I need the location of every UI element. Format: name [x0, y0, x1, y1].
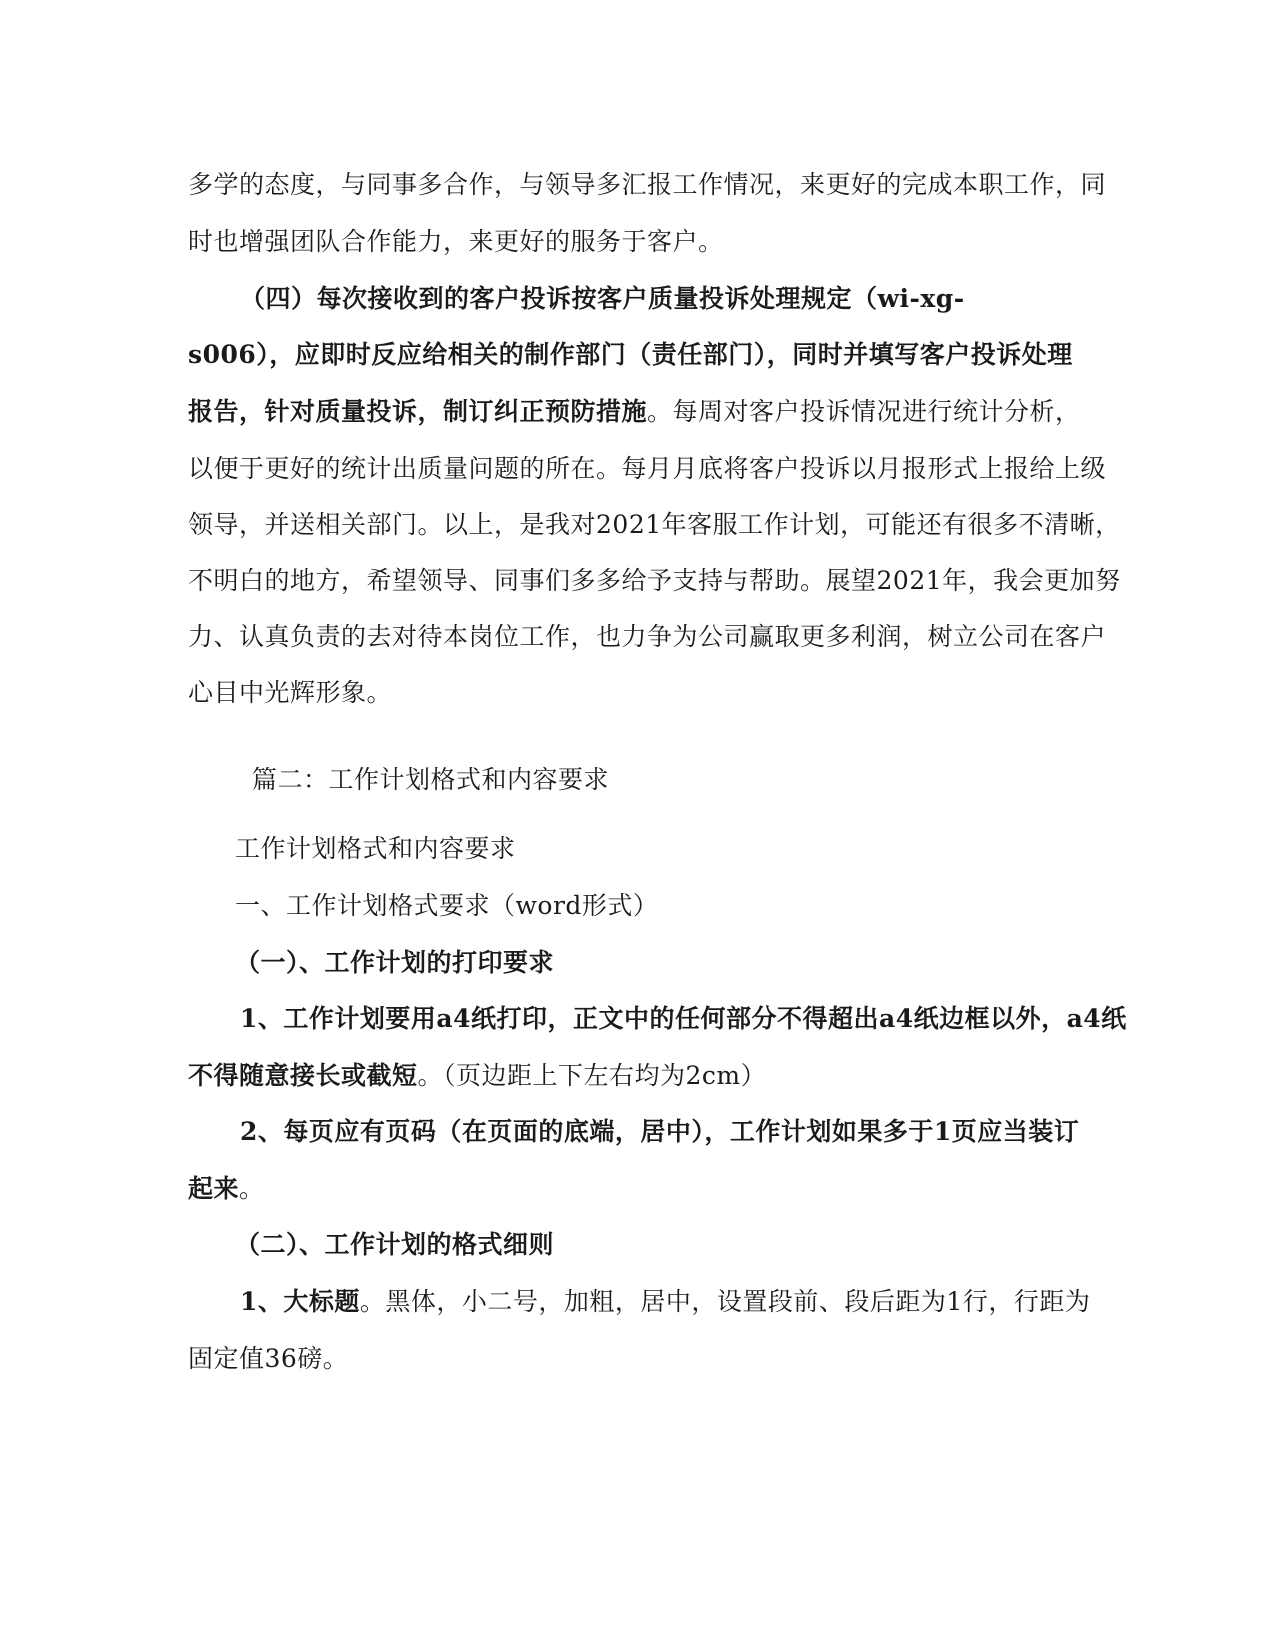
text-segment-bold: s006），应即时反应给相关的制作部门（责任部门），同时并填写客户投诉处理	[188, 340, 1073, 369]
text-line	[188, 622, 1106, 652]
text-line	[240, 284, 965, 314]
text-segment: 多学的态度，与同事多合作，与领导多汇报工作情况，来更好的完成本职工作，同	[188, 170, 1107, 199]
text-line	[188, 340, 1073, 370]
text-segment: 固定值36磅。	[188, 1344, 349, 1373]
text-segment-bold: 1、大标题	[240, 1287, 360, 1316]
text-segment: 。黑体，小二号，加粗，居中，设置段前、段后距为1行，行距为	[359, 1287, 1091, 1316]
text-segment: 领导，并送相关部门。以上，是我对2021年客服工作计划，可能还有很多不清晰，	[188, 510, 1121, 539]
text-line	[188, 566, 1121, 596]
text-line	[188, 510, 1121, 540]
text-segment-bold: （一）、工作计划的打印要求	[235, 948, 555, 977]
text-line	[188, 1061, 766, 1091]
text-segment-bold: 起来	[188, 1174, 240, 1203]
text-line	[188, 397, 1081, 427]
text-segment-bold: （二）、工作计划的格式细则	[235, 1230, 555, 1259]
text-segment: 以便于更好的统计出质量问题的所在。每月月底将客户投诉以月报形式上报给上级	[188, 454, 1107, 483]
text-segment: 。	[239, 1174, 265, 1203]
text-segment: 不明白的地方，希望领导、同事们多多给予支持与帮助。展望2021年，我会更加努	[188, 566, 1121, 595]
text-segment: 力、认真负责的去对待本岗位工作，也力争为公司赢取更多利润，树立公司在客户	[188, 622, 1107, 651]
text-segment-bold: （四）每次接收到的客户投诉按客户质量投诉处理规定（wi-xg-	[240, 284, 965, 313]
text-line	[188, 454, 1106, 484]
text-segment: 。每周对客户投诉情况进行统计分析，	[647, 397, 1081, 426]
text-line	[188, 1344, 348, 1374]
text-segment: 。（页边距上下左右均为2cm）	[417, 1061, 767, 1090]
subsection-heading	[235, 1230, 554, 1260]
text-line	[235, 834, 516, 864]
subsection-heading	[235, 948, 554, 978]
text-line	[240, 1287, 1090, 1317]
text-segment: 一、工作计划格式要求（word形式）	[235, 891, 659, 920]
text-line	[188, 170, 1106, 200]
text-line	[240, 1004, 1127, 1034]
section-heading	[252, 765, 609, 795]
text-segment: 时也增强团队合作能力，来更好的服务于客户。	[188, 227, 724, 256]
text-segment-bold: 2、每页应有页码（在页面的底端，居中），工作计划如果多于1页应当装订	[240, 1117, 1080, 1146]
text-segment-bold: 1、工作计划要用a4纸打印，正文中的任何部分不得超出a4纸边框以外，a4纸	[240, 1004, 1127, 1033]
text-segment: 篇二：工作计划格式和内容要求	[252, 765, 610, 794]
text-segment: 工作计划格式和内容要求	[235, 834, 516, 863]
text-segment: 心目中光辉形象。	[188, 678, 393, 707]
text-line	[188, 1174, 265, 1204]
text-line	[188, 227, 724, 257]
text-line	[188, 678, 392, 708]
text-line	[235, 891, 658, 921]
text-line	[240, 1117, 1079, 1147]
text-segment-bold: 报告，针对质量投诉，制订纠正预防措施	[188, 397, 648, 426]
text-segment-bold: 不得随意接长或截短	[188, 1061, 418, 1090]
